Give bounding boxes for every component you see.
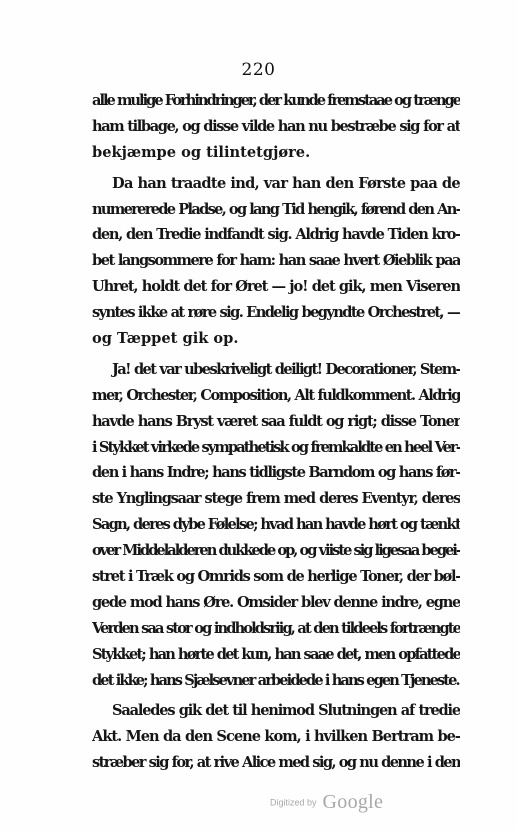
text-line: ham tilbage, og disse vilde han nu bestræbe sig for at bbox=[92, 117, 460, 135]
text-line: mer, Orchester, Composition, Alt fuldkomment. Aldrig bbox=[92, 386, 460, 404]
text-line: Saaledes gik det til henimod Slutningen af tredie bbox=[112, 702, 460, 720]
text-line: bet langsommere for ham: han saae hvert Øieblik paa bbox=[92, 252, 460, 270]
text-line: den i hans Indre; hans tidligste Barndom og hans før- bbox=[92, 464, 460, 482]
google-logo: Google bbox=[322, 791, 384, 813]
text-line: Stykket; han hørte det kun, han saae det, men opfattede bbox=[92, 645, 460, 663]
text-line: Sagn, deres dybe Følelse; hvad han havde hørt og tænkt bbox=[92, 516, 460, 534]
page-number: 220 bbox=[241, 60, 276, 80]
text-line: over Middelalderen dukkede op, og viiste sig ligesaa begei- bbox=[92, 542, 460, 560]
paragraph-1 bbox=[92, 88, 460, 166]
text-line: Verden saa stor og indholdsriig, at den tildeels fortrængte bbox=[92, 619, 460, 637]
text-line: Ja! det var ubeskriveligt deiligt! Decorationer, Stem- bbox=[112, 360, 460, 378]
text-line: alle mulige Forhindringer, der kunde fremstaae og trænge bbox=[92, 92, 460, 109]
text-line: ste Ynglingsaar stege frem med deres Eventyr, deres bbox=[92, 490, 460, 508]
text-line: havde hans Bryst været saa fuldt og rigt; disse Toner bbox=[92, 412, 460, 430]
text-line: og Tæppet gik op. bbox=[92, 330, 239, 348]
paragraph-3 bbox=[92, 357, 460, 694]
text-line: det ikke; hans Sjælsevner arbeidede i hans egen Tjeneste. bbox=[92, 671, 459, 689]
text-line: stret i Træk og Omrids som de herlige Toner, der bøl- bbox=[92, 568, 460, 586]
digitization-watermark bbox=[270, 791, 410, 817]
paragraph-2 bbox=[92, 171, 460, 352]
text-line: numererede Pladse, og lang Tid hengik, førend den An- bbox=[92, 200, 460, 218]
text-line: bekjæmpe og tilintetgjøre. bbox=[92, 143, 311, 161]
text-line: syntes ikke at røre sig. Endelig begyndte Orchestret, — bbox=[92, 304, 460, 322]
text-line: i Stykket virkede sympathetisk og fremkaldte en heel Ver- bbox=[92, 438, 460, 456]
text-line: Akt. Men da den Scene kom, i hvilken Bertram be- bbox=[92, 728, 460, 746]
text-line: den, den Tredie indfandt sig. Aldrig havde Tiden kro- bbox=[92, 226, 460, 244]
text-line: stræber sig for, at rive Alice med sig, og nu denne i den bbox=[92, 754, 460, 772]
text-line: Da han traadte ind, var han den Første paa de bbox=[112, 174, 460, 192]
paragraph-4 bbox=[92, 698, 460, 776]
text-line: Uhret, holdt det for Øret — jo! det gik, men Viseren bbox=[92, 278, 460, 296]
text-line: gede mod hans Øre. Omsider blev denne indre, egne bbox=[92, 593, 460, 611]
watermark-prefix: Digitized by bbox=[270, 797, 317, 808]
body-text bbox=[92, 88, 460, 776]
